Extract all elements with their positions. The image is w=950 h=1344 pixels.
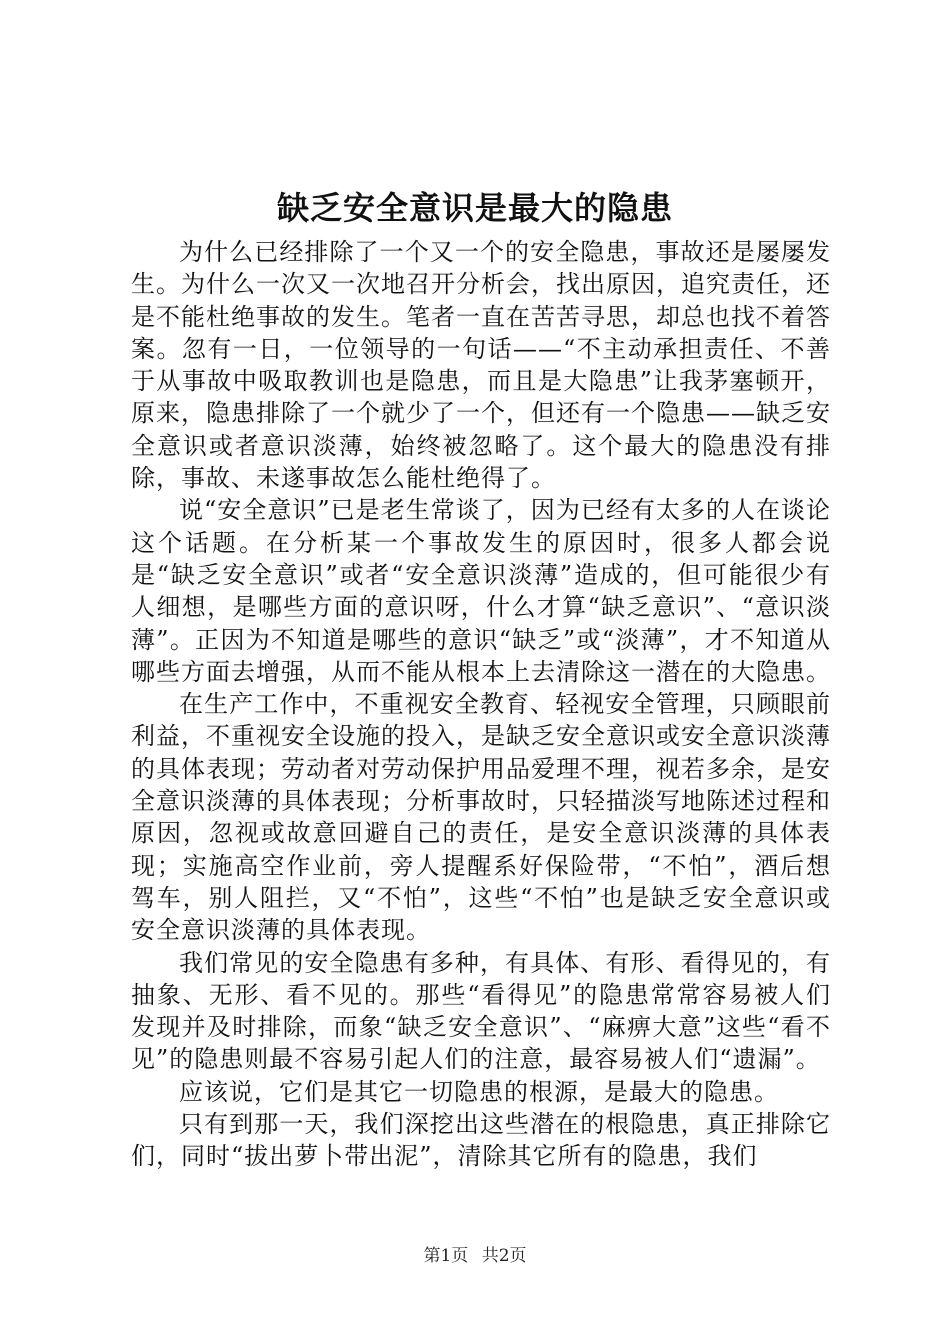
paragraph-1: 为什么已经排除了一个又一个的安全隐患，事故还是屡屡发生。为什么一次又一次地召开分析会，找出原因，追究责任，还是不能杜绝事故的发生。笔者一直在苦苦寻思，却总也找不着答案。忽有一日，一位领导的一句话——“不主动承担责任、不善于从事故中吸取教训也是隐患，而且是大隐患”让我茅塞顿开，原来，隐患排除了一个就少了一个，但还有一个隐患——缺乏安全意识或者意识淡薄，始终被忽略了。这个最大的隐患没有排除，事故、未遂事故怎么能杜绝得了。 bbox=[131, 238, 831, 493]
paragraph-3: 在生产工作中，不重视安全教育、轻视安全管理，只顾眼前利益，不重视安全设施的投入，是缺乏安全意识或安全意识淡薄的具体表现；劳动者对劳动保护用品爱理不理，视若多余，是安全意识淡薄的具体表现；分析事故时，只轻描淡写地陈述过程和原因，忽视或故意回避自己的责任，是安全意识淡薄的具体表现；实施高空作业前，旁人提醒系好保险带，“不怕”，酒后想驾车，别人阻拦，又“不怕”，这些“不怕”也是缺乏安全意识或安全意识淡薄的具体表现。 bbox=[131, 690, 831, 945]
page-footer bbox=[0, 1244, 950, 1268]
page-total: 共2页 bbox=[481, 1246, 527, 1266]
document-body bbox=[131, 236, 831, 1173]
document-title: 缺乏安全意识是最大的隐患 bbox=[276, 189, 673, 227]
paragraph-2: 说“安全意识”已是老生常谈了，因为已经有太多的人在谈论这个话题。在分析某一个事故发生的原因时，很多人都会说是“缺乏安全意识”或者“安全意识淡薄”造成的，但可能很少有人细想，是哪些方面的意识呀，什么才算“缺乏意识”、“意识淡薄”。正因为不知道是哪些的意识“缺乏”或“淡薄”，才不知道从哪些方面去增强，从而不能从根本上去清除这一潜在的大隐患。 bbox=[131, 496, 831, 686]
paragraph-5: 应该说，它们是其它一切隐患的根源，是最大的隐患。 bbox=[179, 1077, 779, 1106]
page-number: 第1页 bbox=[423, 1246, 469, 1266]
paragraph-4: 我们常见的安全隐患有多种，有具体、有形、看得见的，有抽象、无形、看不见的。那些“看得见”的隐患常常容易被人们发现并及时排除，而象“缺乏安全意识”、“麻痹大意”这些“看不见”的隐患则最不容易引起人们的注意，最容易被人们“遗漏”。 bbox=[131, 948, 831, 1074]
paragraph-6: 只有到那一天，我们深挖出这些潜在的根隐患，真正排除它们，同时“拔出萝卜带出泥”，清除其它所有的隐患，我们 bbox=[131, 1110, 831, 1171]
